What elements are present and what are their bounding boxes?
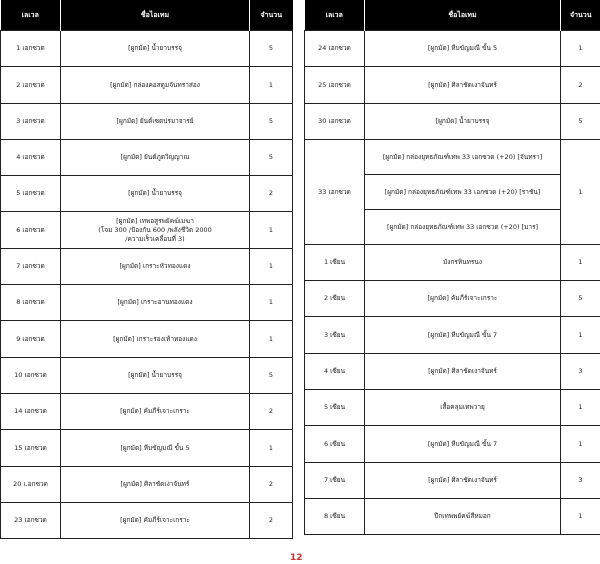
table-row	[1, 176, 293, 212]
level-cell: 8 เอกซวด	[1, 285, 61, 321]
header-row	[305, 0, 600, 31]
quantity-cell: 3	[561, 353, 600, 389]
quantity-cell: 1	[250, 248, 293, 284]
quantity-cell: 1	[561, 498, 600, 534]
table-row	[305, 67, 600, 103]
item-name-cell: [ผูกมัด] ศิลาชัดเงาจันทร์	[61, 466, 250, 502]
quantity-cell: 5	[250, 103, 293, 139]
header-level: เลเวล	[305, 0, 365, 31]
page-number: 12	[290, 553, 303, 563]
item-name-cell: [ผูกมัด] เกราะหัวทองแดง	[61, 248, 250, 284]
table-row	[1, 103, 293, 139]
quantity-cell: 1	[250, 430, 293, 466]
table-row	[1, 393, 293, 429]
item-name-cell: [ผูกมัด] คัมภีร์เจาะเกราะ	[61, 393, 250, 429]
level-cell: 7 เอกซวด	[1, 248, 61, 284]
item-name-cell: [ผูกมัด] ศิลาชัดเงาจันทร์	[365, 67, 561, 103]
table-row	[305, 317, 600, 353]
level-cell: 9 เอกซวด	[1, 321, 61, 357]
quantity-cell: 1	[561, 139, 600, 244]
header-row	[1, 0, 293, 31]
table-row	[1, 466, 293, 502]
level-cell: 3 เซียน	[305, 317, 365, 353]
quantity-cell: 5	[561, 281, 600, 317]
left-table-body	[1, 31, 293, 539]
item-name-cell: [ผูกมัด] กล่องคอสตูมจันทราส่อง	[61, 67, 250, 103]
quantity-cell: 1	[250, 67, 293, 103]
table-row	[305, 426, 600, 462]
table-row	[1, 212, 293, 248]
table-row	[305, 498, 600, 534]
quantity-cell: 1	[561, 31, 600, 67]
level-cell: 25 เอกซวด	[305, 67, 365, 103]
item-name-cell: ปีกเทพพยัคฆ์สีหมอก	[365, 498, 561, 534]
table-row	[1, 31, 293, 67]
level-cell: 6 เซียน	[305, 426, 365, 462]
quantity-cell: 1	[250, 285, 293, 321]
level-cell: 33 เอกซวด	[305, 139, 365, 244]
level-cell: 1 เอกซวด	[1, 31, 61, 67]
level-cell: 20 เ.อกซวด	[1, 466, 61, 502]
reward-table-left	[0, 0, 293, 539]
item-name-cell: [ผูกมัด] คัมภีร์เจาะเกราะ	[365, 281, 561, 317]
item-name-cell: [ผูกมัด] น้ำยาบรรจุ	[61, 31, 250, 67]
header-item: ชื่อไอเทม	[365, 0, 561, 31]
item-name-cell: [ผูกมัด] หีบขัญมณี ขั้น 5	[61, 430, 250, 466]
level-cell: 15 เอกซวด	[1, 430, 61, 466]
item-name-cell: [ผูกมัด] กล่องยุทธภัณฑ์เทพ 33 เอกซวด (+20) [มาร]	[365, 209, 561, 244]
level-cell: 4 เซียน	[305, 353, 365, 389]
item-name-cell: [ผูกมัด] น้ำยาบรรจุ	[61, 176, 250, 212]
item-name-cell: [ผูกมัด] กล่องยุทธภัณฑ์เทพ 33 เอกซวด (+20) [จันทรา]	[365, 139, 561, 174]
quantity-cell: 1	[561, 244, 600, 280]
quantity-cell: 5	[250, 357, 293, 393]
level-cell: 23 เอกซวด	[1, 502, 61, 538]
quantity-cell: 5	[250, 31, 293, 67]
quantity-cell: 3	[561, 462, 600, 498]
item-name-cell: [ผูกมัด] น้ำยาบรรจุ	[61, 357, 250, 393]
table-row	[305, 139, 600, 174]
item-name-cell: เสื้อคลุมเทพวายุ	[365, 390, 561, 426]
table-row	[305, 390, 600, 426]
quantity-cell: 1	[250, 321, 293, 357]
item-name-cell: [ผูกมัด] กล่องยุทธภัณฑ์เทพ 33 เอกซวด (+20) [ราชัน]	[365, 174, 561, 209]
item-name-cell: [ผูกมัด] น้ำยาบรรจุ	[365, 103, 561, 139]
table-row	[1, 357, 293, 393]
item-name-cell: [ผูกมัด] เทพอสูรพยัคฆ์เมฆา (โจม 300 /ป้องกัน 600 /พลังชีวิต 2000 /ความเร็วเคลื่อนที่ 3)	[61, 212, 250, 248]
table-row	[1, 285, 293, 321]
level-cell: 10 เอกซวด	[1, 357, 61, 393]
quantity-cell: 2	[250, 466, 293, 502]
item-name-cell: [ผูกมัด] คัมภีร์เจาะเกราะ	[61, 502, 250, 538]
table-row	[1, 139, 293, 175]
level-cell: 30 เอกซวด	[305, 103, 365, 139]
table-row	[305, 31, 600, 67]
quantity-cell: 1	[561, 426, 600, 462]
quantity-cell: 2	[250, 176, 293, 212]
level-cell: 3 เอกซวด	[1, 103, 61, 139]
item-name-cell: [ผูกมัด] ยันต์เซตปรมาจารย์	[61, 103, 250, 139]
level-cell: 7 เซียน	[305, 462, 365, 498]
quantity-cell: 1	[561, 390, 600, 426]
table-row	[305, 244, 600, 280]
table-row	[305, 462, 600, 498]
table-row	[305, 103, 600, 139]
reward-table-right	[304, 0, 600, 535]
header-level: เลเวล	[1, 0, 61, 31]
level-cell: 8 เซียน	[305, 498, 365, 534]
header-qty: จำนวน	[561, 0, 600, 31]
quantity-cell: 1	[561, 317, 600, 353]
table-row	[1, 248, 293, 284]
right-table-body	[305, 31, 600, 535]
level-cell: 5 เซียน	[305, 390, 365, 426]
item-name-cell: [ผูกมัด] เกราะรองเท้าทองแดง	[61, 321, 250, 357]
header-item: ชื่อไอเทม	[61, 0, 250, 31]
quantity-cell: 2	[561, 67, 600, 103]
item-name-cell: [ผูกมัด] ยันต์ภูตวิญญาณ	[61, 139, 250, 175]
item-name-cell: [ผูกมัด] หีบขัญมณี ขั้น 7	[365, 317, 561, 353]
level-cell: 6 เอกซวด	[1, 212, 61, 248]
table-row	[1, 321, 293, 357]
quantity-cell: 5	[561, 103, 600, 139]
level-cell: 24 เอกซวด	[305, 31, 365, 67]
level-cell: 5 เอกซวด	[1, 176, 61, 212]
item-name-cell: [ผูกมัด] หีบขัญมณี ขั้น 5	[365, 31, 561, 67]
table-row	[1, 502, 293, 538]
quantity-cell: 2	[250, 393, 293, 429]
table-row	[305, 281, 600, 317]
quantity-cell: 1	[250, 212, 293, 248]
table-row	[305, 353, 600, 389]
item-name-cell: มังกรหินทรนง	[365, 244, 561, 280]
header-qty: จำนวน	[250, 0, 293, 31]
level-cell: 2 เซียน	[305, 281, 365, 317]
level-cell: 2 เอกซวด	[1, 67, 61, 103]
level-cell: 1 เซียน	[305, 244, 365, 280]
level-cell: 14 เอกซวด	[1, 393, 61, 429]
table-row	[1, 430, 293, 466]
item-name-cell: [ผูกมัด] หีบขัญมณี ขั้น 7	[365, 426, 561, 462]
table-row	[1, 67, 293, 103]
quantity-cell: 2	[250, 502, 293, 538]
item-name-cell: [ผูกมัด] เกราะอานทองแดง	[61, 285, 250, 321]
item-name-cell: [ผูกมัด] ศิลาชัดเงาจันทร์	[365, 462, 561, 498]
level-cell: 4 เอกซวด	[1, 139, 61, 175]
item-name-cell: [ผูกมัด] ศิลาชัดเงาจันทร์	[365, 353, 561, 389]
quantity-cell: 5	[250, 139, 293, 175]
